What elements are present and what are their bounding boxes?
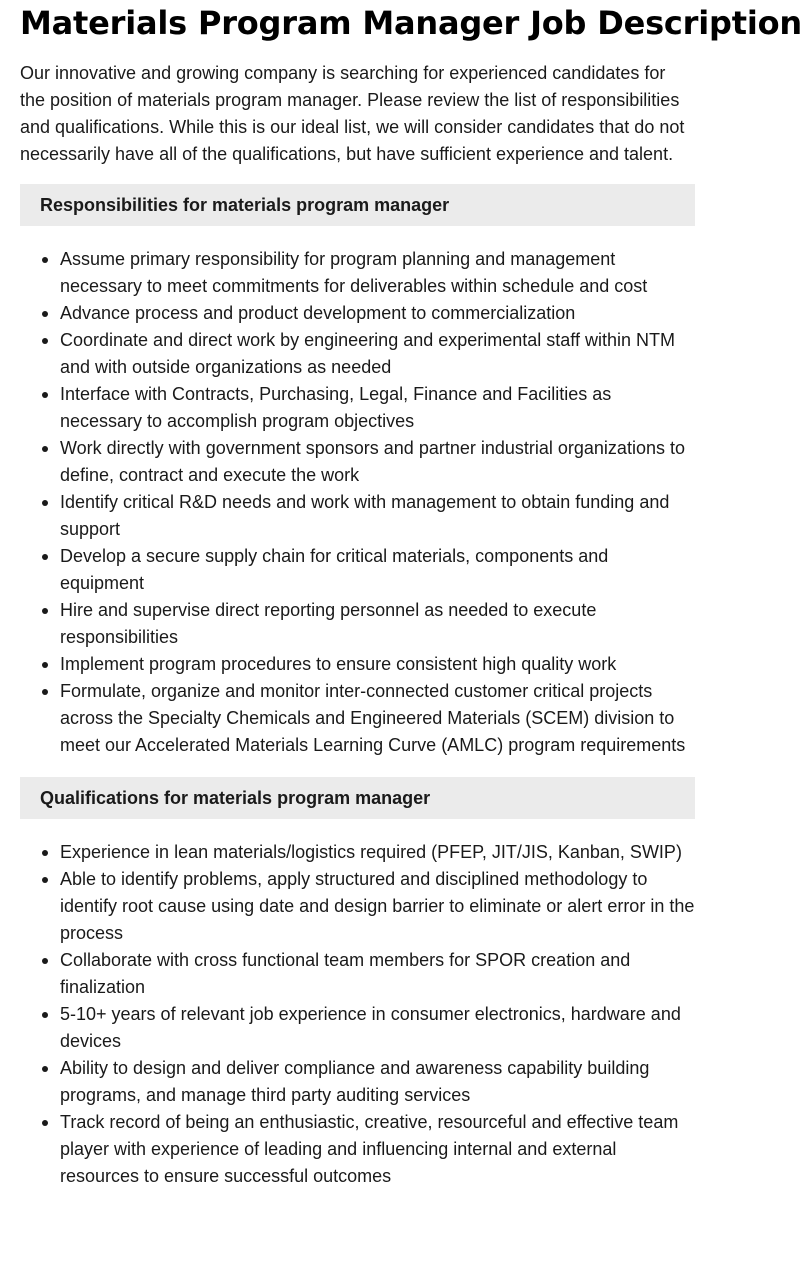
list-item-text: Collaborate with cross functional team members for SPOR creation and finalization [60, 950, 631, 997]
list-item-text: Able to identify problems, apply structured and disciplined methodology to identify root cause using date and design barrier to eliminate or alert error in the process [60, 869, 695, 943]
qualifications-heading: Qualifications for materials program manager [40, 787, 431, 808]
bullet-icon [42, 554, 48, 560]
list-item-text: Assume primary responsibility for program planning and management necessary to meet commitments for deliverables within schedule and cost [60, 249, 648, 296]
bullet-icon [42, 392, 48, 398]
responsibilities-heading: Responsibilities for materials program manager [40, 194, 450, 215]
bullet-icon [42, 1120, 48, 1126]
list-item-text: Hire and supervise direct reporting personnel as needed to execute responsibilities [60, 600, 597, 647]
bullet-icon [42, 311, 48, 317]
bullet-icon [42, 689, 48, 695]
list-item [60, 246, 695, 300]
list-item [60, 489, 695, 543]
bullet-icon [42, 608, 48, 614]
list-item [60, 866, 695, 947]
bullet-icon [42, 958, 48, 964]
list-item [60, 381, 695, 435]
list-item [60, 300, 695, 327]
list-item-text: 5-10+ years of relevant job experience in consumer electronics, hardware and devices [60, 1004, 681, 1051]
bullet-icon [42, 257, 48, 263]
list-item-text: Track record of being an enthusiastic, creative, resourceful and effective team player with experience of leading and influencing internal and external resources to ensure successful outcomes [60, 1112, 679, 1186]
list-item-text: Coordinate and direct work by engineering and experimental staff within NTM and with outside organizations as needed [60, 330, 675, 377]
list-item [60, 435, 695, 489]
bullet-icon [42, 446, 48, 452]
list-item-text: Ability to design and deliver compliance and awareness capability building programs, and manage third party auditing services [60, 1058, 650, 1105]
responsibilities-list [20, 246, 695, 759]
list-item-text: Implement program procedures to ensure consistent high quality work [60, 654, 617, 674]
bullet-icon [42, 662, 48, 668]
intro-paragraph: Our innovative and growing company is searching for experienced candidates for the position of materials program manager. Please review the list of responsibilities and qualifications. While this is our ideal list, we will consider candidates that do not necessarily have all of the qualifications, but have sufficient experience and talent. [20, 63, 685, 164]
list-item [60, 651, 695, 678]
list-item-text: Identify critical R&D needs and work with management to obtain funding and support [60, 492, 670, 539]
bullet-icon [42, 850, 48, 856]
bullet-icon [42, 1066, 48, 1072]
list-item [60, 678, 695, 759]
list-item [60, 947, 695, 1001]
list-item [60, 1055, 695, 1109]
qualifications-header [20, 777, 695, 819]
bullet-icon [42, 1012, 48, 1018]
list-item-text: Experience in lean materials/logistics required (PFEP, JIT/JIS, Kanban, SWIP) [60, 842, 682, 862]
list-item-text: Advance process and product development to commercialization [60, 303, 576, 323]
list-item [60, 543, 695, 597]
bullet-icon [42, 338, 48, 344]
list-item [60, 1109, 695, 1190]
list-item [60, 1001, 695, 1055]
bullet-icon [42, 877, 48, 883]
list-item-text: Interface with Contracts, Purchasing, Legal, Finance and Facilities as necessary to accomplish program objectives [60, 384, 612, 431]
list-item-text: Work directly with government sponsors and partner industrial organizations to define, contract and execute the work [60, 438, 685, 485]
list-item-text: Develop a secure supply chain for critical materials, components and equipment [60, 546, 609, 593]
list-item-text: Formulate, organize and monitor inter-connected customer critical projects across the Specialty Chemicals and Engineered Materials (SCEM) division to meet our Accelerated Materials Learning Curve (AMLC) program requirements [60, 681, 686, 755]
list-item [60, 839, 695, 866]
responsibilities-header [20, 184, 695, 226]
list-item [60, 597, 695, 651]
list-item [60, 327, 695, 381]
page-title: Materials Program Manager Job Description [20, 4, 802, 42]
qualifications-list [20, 839, 695, 1190]
bullet-icon [42, 500, 48, 506]
